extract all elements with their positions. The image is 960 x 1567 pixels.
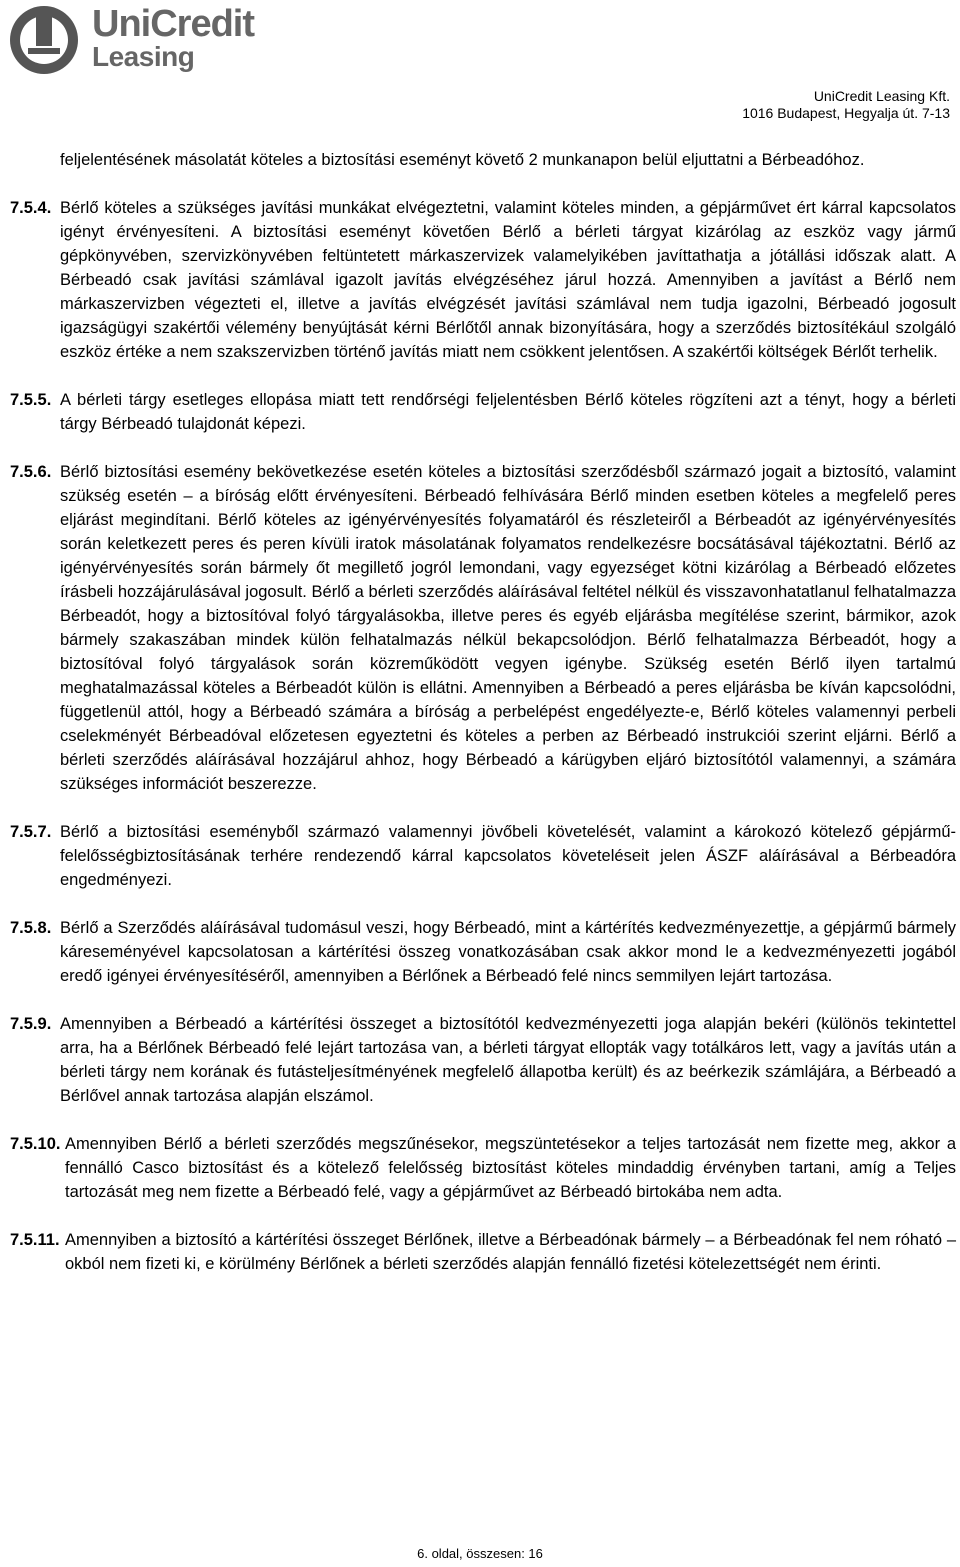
section-7-5-10 — [10, 1132, 956, 1204]
page-footer: 6. oldal, összesen: 16 — [417, 1546, 543, 1561]
section-7-5-11 — [10, 1228, 956, 1276]
section-7-5-9 — [10, 1012, 956, 1108]
company-address: 1016 Budapest, Hegyalja út. 7-13 — [742, 105, 950, 121]
section-number: 7.5.6. — [10, 463, 52, 481]
unicredit-logo-icon — [8, 4, 80, 76]
section-text: Amennyiben a biztosító a kártérítési összeget Bérlőnek, illetve a Bérbeadónak bármely – a Bérbeadónak fel nem róható – okból nem fizeti ki, e körülmény Bérlőnek a bérleti szerződés alapján fennálló fizetési kötelezettségét nem érinti. — [65, 1231, 956, 1273]
section-number: 7.5.5. — [10, 391, 52, 409]
section-text: Bérlő a biztosítási eseményből származó valamennyi jövőbeli követelését, valamint a károkozó kötelező gépjármű-felelősségbiztosításának terhére rendezendő kárral kapcsolatos követeléseit jelen ÁSZF aláírásával a Bérbeadóra engedményezi. — [60, 823, 956, 889]
section-text: A bérleti tárgy esetleges ellopása miatt tett rendőrségi feljelentésben Bérlő köteles rögzíteni azt a tényt, hogy a bérleti tárgy Bérbeadó tulajdonát képezi. — [60, 391, 956, 433]
document-body — [10, 148, 956, 1300]
section-7-5-4 — [10, 196, 956, 364]
logo-brand: UniCredit — [92, 3, 254, 45]
section-7-5-5 — [10, 388, 956, 436]
section-number: 7.5.10. — [10, 1135, 61, 1153]
section-number: 7.5.9. — [10, 1015, 52, 1033]
company-info — [742, 88, 950, 122]
paragraph-continued: feljelentésének másolatát köteles a biztosítási eseményt követő 2 munkanapon belül eljuttatni a Bérbeadóhoz. — [60, 151, 865, 169]
section-7-5-7 — [10, 820, 956, 892]
section-number: 7.5.7. — [10, 823, 52, 841]
section-7-5-8 — [10, 916, 956, 988]
company-name: UniCredit Leasing Kft. — [813, 88, 950, 104]
section-number: 7.5.8. — [10, 919, 52, 937]
logo — [8, 3, 254, 76]
section-text: Amennyiben Bérlő a bérleti szerződés megszűnésekor, megszüntetésekor a teljes tartozását nem fizette meg, akkor a fennálló Casco biztosítást és a kötelező felelősség biztosítást köteles mindaddig érvényben tartani, amíg a Teljes tartozását meg nem fizette a Bérbeadó felé, vagy a gépjárművet az Bérbeadó birtokába nem adta. — [65, 1135, 956, 1201]
section-number: 7.5.11. — [10, 1231, 60, 1249]
section-text: Bérlő köteles a szükséges javítási munkákat elvégeztetni, valamint köteles minden, a gépjárművet ért kárral kapcsolatos igényt érvényesíteni. A biztosítási eseményt követően Bérlő a bérleti tárgyat kizárólag az eszköz vagy jármű gépkönyvében, szervizkönyvében feltüntetett márkaszervizek valamelyikében javíttathatja a jótállási időszak alatt. A Bérbeadó csak javítási számlával igazolt javítás elvégzéséhez járul hozzá. Amennyiben a javítást a Bérlő nem márkaszervizben végezteti el, illetve a javítás elvégzését javítási számlával nem tudja igazolni, Bérbeadó jogosult igazságügyi szakértői vélemény benyújtását kérni Bérlőtől annak bizonyítására, hogy a szerződés biztosítékául szolgáló eszköz értéke a nem szakszervizben történő javítás miatt nem csökkent jelentősen. A szakértői költségek Bérlőt terhelik. — [60, 199, 956, 361]
section-text: Bérlő a Szerződés aláírásával tudomásul veszi, hogy Bérbeadó, mint a kártérítés kedvezményezettje, a gépjármű bármely káreseményével kapcsolatosan a kártérítési összeg vonatkozásában csak akkor mond le a kedvezményezetti jogából eredő igényei érvényesítéséről, amennyiben a Bérlőnek a Bérbeadó felé nincs semmilyen lejárt tartozása. — [60, 919, 956, 985]
section-text: Amennyiben a Bérbeadó a kártérítési összeget a biztosítótól kedvezményezetti joga alapján bekéri (különös tekintettel arra, ha a Bérlőnek Bérbeadó felé lejárt tartozása van, a bérleti tárgyat ellopták vagy totálkáros lett, vagy a javítás után a bérleti tárgy nem korának és futásteljesítményének megfelelő állapotba került) és az beérkezik számlájára, a Bérbeadó a Bérlővel annak tartozása alapján elszámol. — [60, 1015, 956, 1105]
section-7-5-6 — [10, 460, 956, 796]
section-number: 7.5.4. — [10, 199, 52, 217]
logo-sub: Leasing — [92, 41, 195, 72]
section-text: Bérlő biztosítási esemény bekövetkezése esetén köteles a biztosítási szerződésből származó jogait a biztosító, valamint szükség esetén – a bíróság előtt érvényesíteni. Bérbeadó felhívására Bérlő minden esetben köteles a megfelelő peres eljárást megindítani. Bérlő köteles az igényérvényesítés folyamatáról és részleteiről a Bérbeadót az igényérvényesítés során keletkezett peres és peren kívüli iratok másolatának folyamatos rendelkezésre bocsátásával tájékoztatni. Bérlő az igényérvényesítés során bármely őt megillető jogról lemondani, vagy egyezséget kötni kizárólag a Bérbeadó előzetes írásbeli hozzájárulásával jogosult. Bérlő a bérleti szerződés aláírásával feltétel nélkül és visszavonhatatlanul felhatalmazza Bérbeadót, hogy a biztosítóval folyó tárgyalásokba, illetve peres és egyéb eljárásba megítélése szerint, bármikor, azok bármely szakaszában mindek külön felhatalmazás nélkül bekapcsolódjon. Bérlő felhatalmazza Bérbeadót, hogy a biztosítóval folyó tárgyalások során közreműködött vegyen igénybe. Szükség esetén Bérlő ilyen tartalmú meghatalmazással köteles a Bérbeadót külön is ellátni. Amennyiben a Bérbeadó a peres eljárásba be kíván kapcsolódni, függetlenül attól, hogy a Bérbeadó számára a bíróság a perbelépést engedélyezte-e, Bérlő köteles valamennyi perbeli cselekményét Bérbeadóval előzetesen egyeztetni és köteles a perben az Bérbeadó instrukciói szerint eljárni. Bérlő a bérleti szerződés aláírásával hozzájárul ahhoz, hogy Bérbeadó a kárügyben eljáró biztosítótól valamennyi, a számára szükséges információt beszerezze. — [60, 463, 956, 793]
